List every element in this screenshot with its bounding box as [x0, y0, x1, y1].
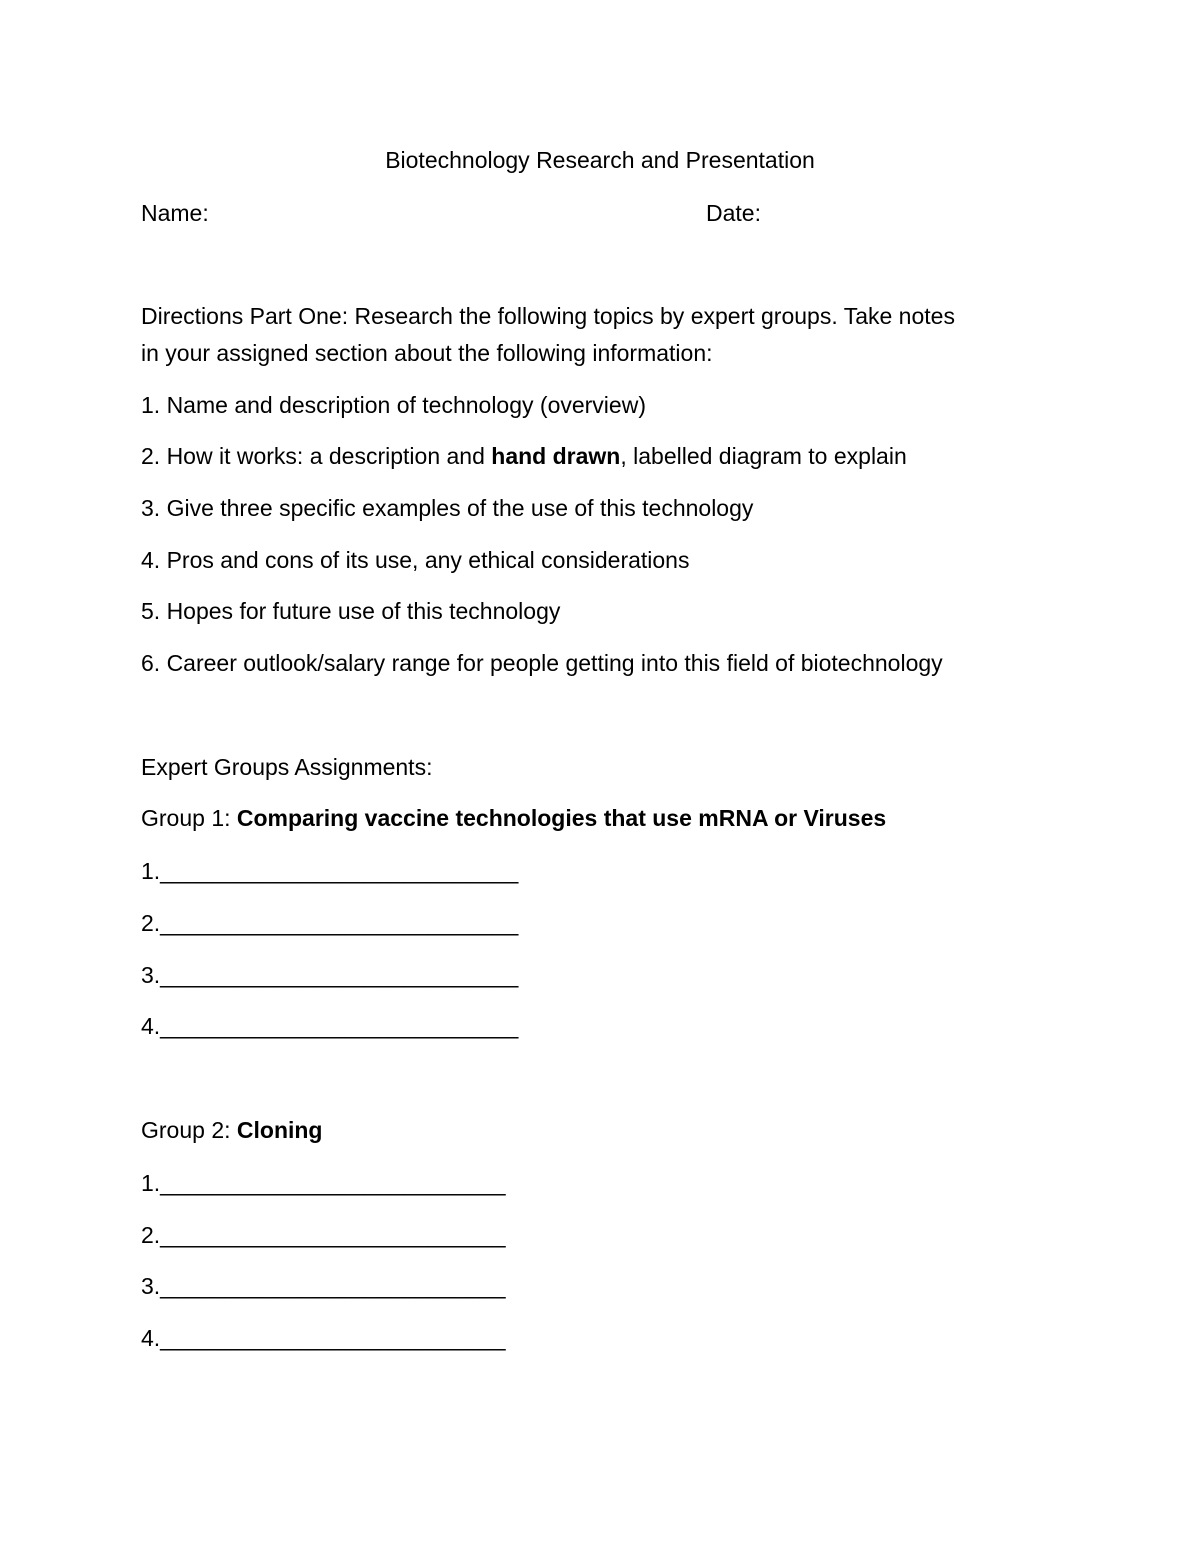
topic-item-2-bold: hand drawn: [491, 443, 621, 469]
name-label: Name:: [141, 200, 209, 226]
group-2-blank-1[interactable]: 1.___________________________: [141, 1170, 506, 1196]
directions-line-2: in your assigned section about the following information:: [141, 340, 713, 366]
group-1-blank-2[interactable]: 2.____________________________: [141, 910, 519, 936]
topic-item-4: 4. Pros and cons of its use, any ethical considerations: [141, 547, 690, 573]
group-2-topic: Cloning: [236, 1117, 323, 1143]
group-2-blank-2[interactable]: 2.___________________________: [141, 1222, 506, 1248]
group-2-heading: [141, 1116, 322, 1144]
topic-item-2-before: 2. How it works: a description and: [141, 443, 492, 469]
topic-item-2-after: , labelled diagram to explain: [620, 443, 907, 469]
group-1-blank-4[interactable]: 4.____________________________: [141, 1013, 519, 1039]
group-1-blank-1[interactable]: 1.____________________________: [141, 858, 519, 884]
topic-item-6: 6. Career outlook/salary range for people getting into this field of biotechnology: [141, 650, 943, 676]
expert-groups-heading: Expert Groups Assignments:: [141, 754, 433, 780]
topic-item-5: 5. Hopes for future use of this technology: [141, 598, 561, 624]
group-1-heading: [141, 804, 886, 832]
group-1-topic: Comparing vaccine technologies that use mRNA or Viruses: [236, 805, 887, 831]
topic-item-2: [141, 442, 907, 470]
group-1-prefix: Group 1:: [141, 805, 237, 831]
topic-item-1: 1. Name and description of technology (overview): [141, 392, 646, 418]
page-title: Biotechnology Research and Presentation: [385, 147, 815, 173]
date-label: Date:: [706, 200, 761, 226]
directions-line-1: Directions Part One: Research the following topics by expert groups. Take notes: [141, 303, 955, 329]
group-2-blank-4[interactable]: 4.___________________________: [141, 1325, 506, 1351]
group-2-prefix: Group 2:: [141, 1117, 237, 1143]
group-2-blank-3[interactable]: 3.___________________________: [141, 1273, 506, 1299]
group-1-blank-3[interactable]: 3.____________________________: [141, 962, 519, 988]
topic-item-3: 3. Give three specific examples of the use of this technology: [141, 495, 754, 521]
